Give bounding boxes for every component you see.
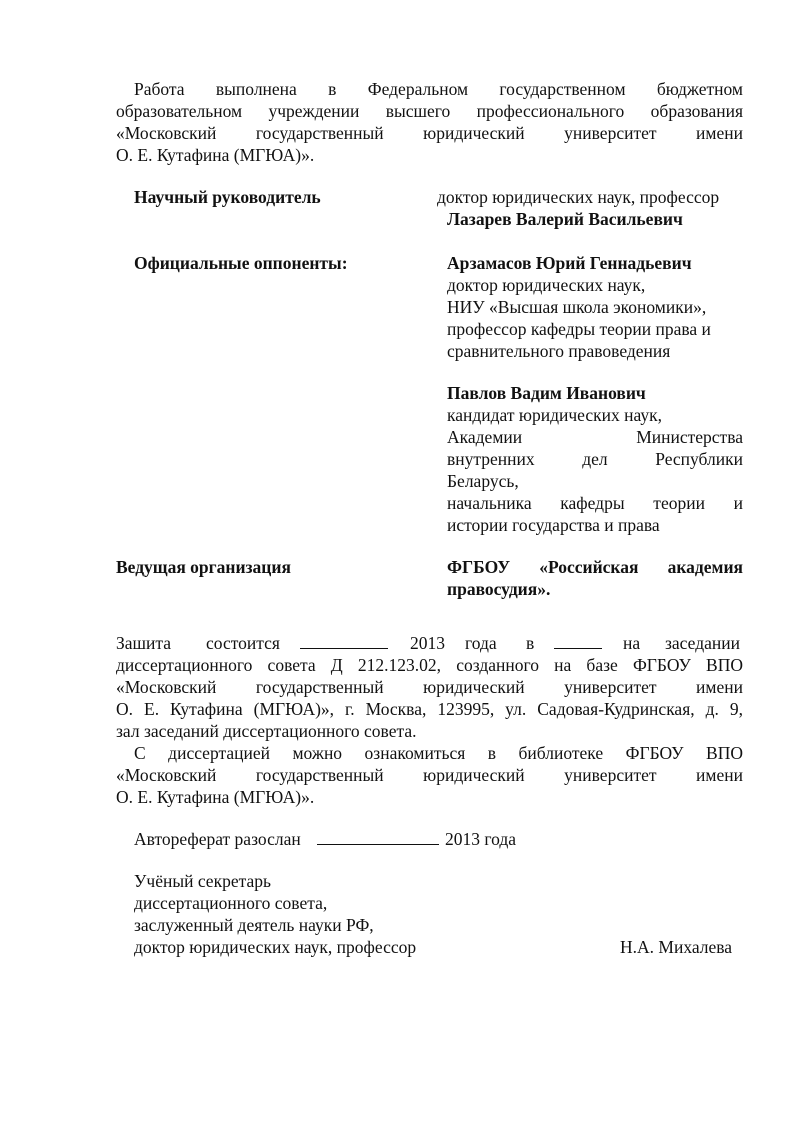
lead-org-line-1: ФГБОУ «Российская академия xyxy=(447,557,743,577)
secretary-line-3: заслуженный деятель науки РФ, xyxy=(134,915,374,935)
library-line-3: О. Е. Кутафина (МГЮА)». xyxy=(116,787,315,807)
opponent-1-line-4: сравнительного правоведения xyxy=(447,341,671,361)
secretary-line-4: доктор юридических наук, профессор xyxy=(134,937,417,957)
intro-line-4: О. Е. Кутафина (МГЮА)». xyxy=(116,145,315,165)
opponent-2-line-5: начальника кафедры теории и xyxy=(447,493,743,513)
defense-w1: Зашита xyxy=(116,633,172,653)
supervisor-name: Лазарев Валерий Васильевич xyxy=(447,209,683,229)
opponent-2-line-2: Академии Министерства xyxy=(447,427,743,447)
defense-w6: на xyxy=(623,633,641,653)
opponent-2-line-4: Беларусь, xyxy=(447,471,519,491)
secretary-line-1: Учёный секретарь xyxy=(134,871,271,891)
abstract-suffix: 2013 года xyxy=(445,829,517,849)
lead-org-line-2: правосудия». xyxy=(447,579,551,599)
opponent-2-line-1: кандидат юридических наук, xyxy=(447,405,662,425)
intro-line-1: Работа выполнена в Федеральном государственном бюджетном xyxy=(134,79,743,99)
abstract-date-blank xyxy=(317,829,439,850)
opponent-2-name: Павлов Вадим Иванович xyxy=(447,383,646,403)
defense-time-blank xyxy=(554,633,602,654)
defense-w4: года xyxy=(465,633,497,653)
secretary-line-2: диссертационного совета, xyxy=(134,893,328,913)
supervisor-degree: доктор юридических наук, профессор xyxy=(437,187,720,207)
intro-line-2: образовательном учреждении высшего профессионального образования xyxy=(116,101,743,121)
defense-date-blank xyxy=(300,633,388,654)
opponent-1-line-2: НИУ «Высшая школа экономики», xyxy=(447,297,707,317)
secretary-name: Н.А. Михалева xyxy=(620,937,733,957)
opponent-2-line-6: истории государства и права xyxy=(447,515,660,535)
defense-line-2: диссертационного совета Д 212.123.02, созданного на базе ФГБОУ ВПО xyxy=(116,655,743,675)
library-line-2: «Московский государственный юридический университет имени xyxy=(116,765,743,785)
library-line-1: С диссертацией можно ознакомиться в библиотеке ФГБОУ ВПО xyxy=(134,743,743,763)
defense-line-3: «Московский государственный юридический университет имени xyxy=(116,677,743,697)
opponents-label: Официальные оппоненты: xyxy=(134,253,348,273)
abstract-prefix: Автореферат разослан xyxy=(134,829,301,849)
opponent-1-line-3: профессор кафедры теории права и xyxy=(447,319,711,339)
defense-w5: в xyxy=(526,633,535,653)
defense-w3: 2013 xyxy=(410,633,445,653)
lead-org-label: Ведущая организация xyxy=(116,557,291,577)
defense-line-4: О. Е. Кутафина (МГЮА)», г. Москва, 123995, ул. Садовая-Кудринская, д. 9, xyxy=(116,699,743,719)
intro-line-3: «Московский государственный юридический университет имени xyxy=(116,123,743,143)
defense-w7: заседании xyxy=(665,633,740,653)
opponent-2-line-3: внутренних дел Республики xyxy=(447,449,743,469)
opponent-1-name: Арзамасов Юрий Геннадьевич xyxy=(447,253,692,273)
defense-line-5: зал заседаний диссертационного совета. xyxy=(116,721,417,741)
defense-w2: состоится xyxy=(206,633,280,653)
supervisor-label: Научный руководитель xyxy=(134,187,321,207)
opponent-1-line-1: доктор юридических наук, xyxy=(447,275,646,295)
